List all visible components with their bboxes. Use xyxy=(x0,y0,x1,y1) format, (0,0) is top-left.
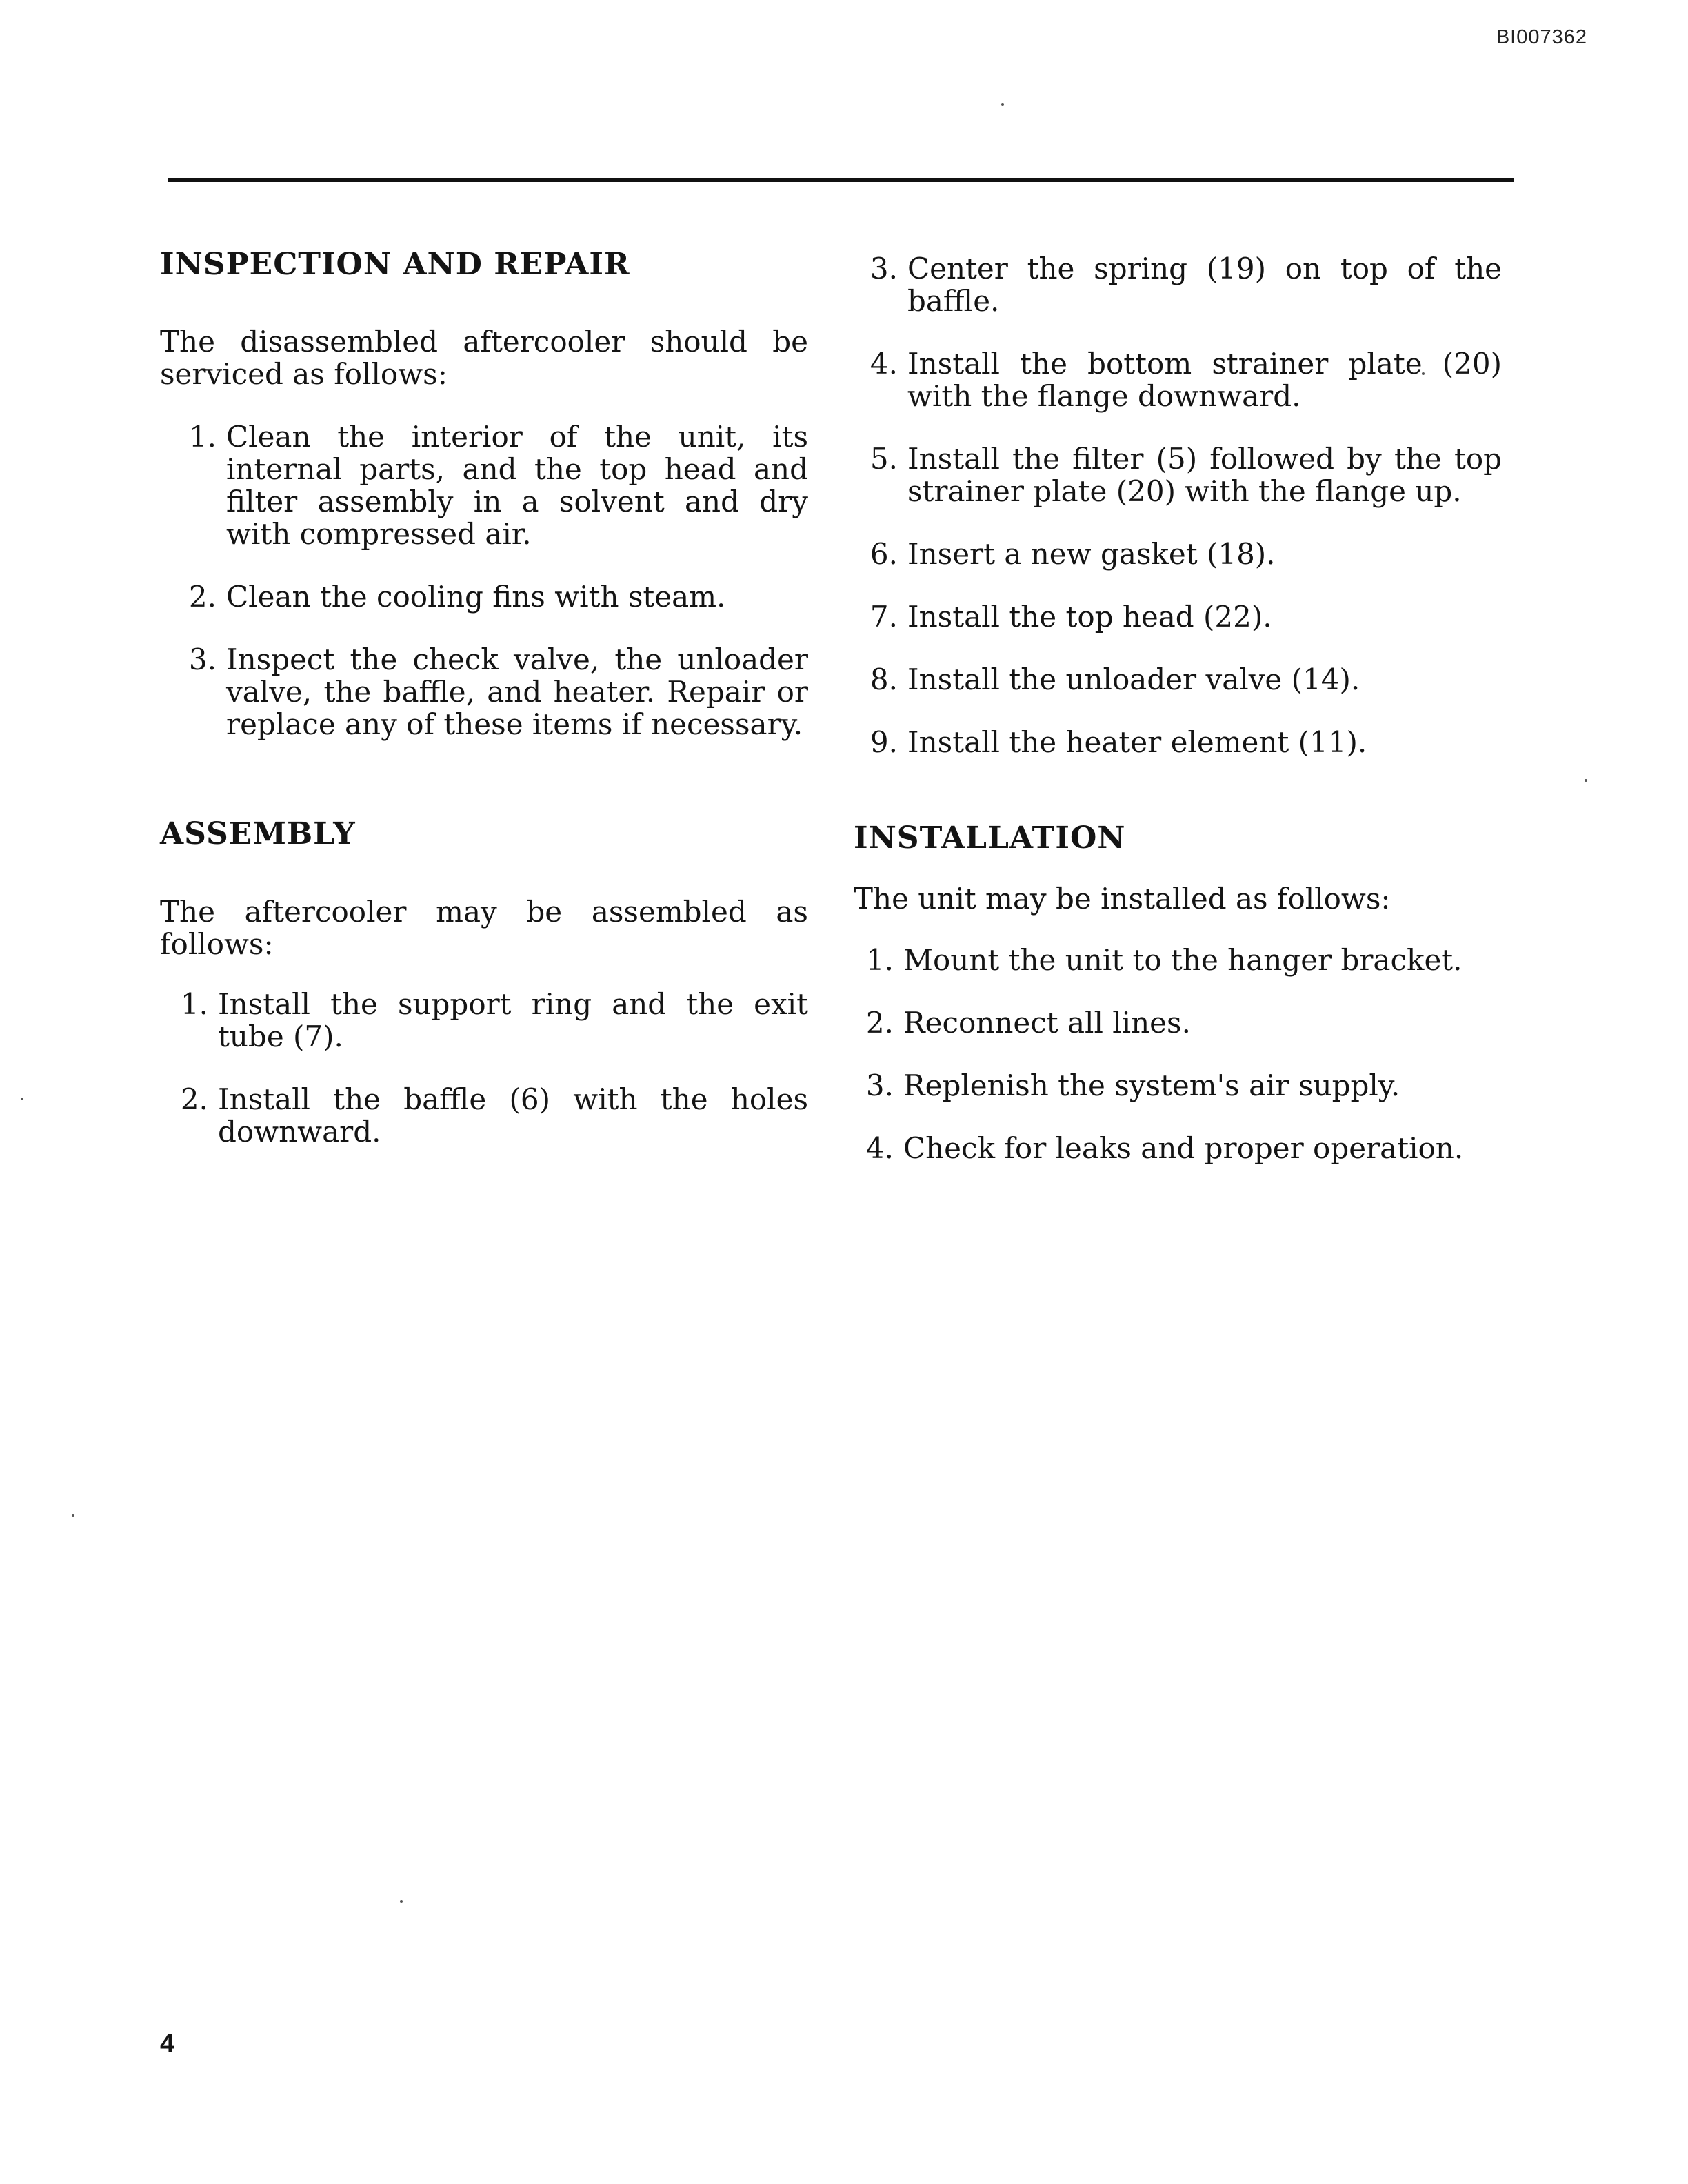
step-text: Inspect the check valve, the unloader valve, the baffle, and heater. Repair or replace any of these items if necessary. xyxy=(226,643,808,742)
section-heading-assembly: ASSEMBLY xyxy=(160,816,356,852)
step-text: Mount the unit to the hanger bracket. xyxy=(903,943,1463,978)
right-column xyxy=(854,252,1502,1164)
list-item xyxy=(850,1069,1502,1102)
step-number: 1. xyxy=(865,943,894,978)
step-number: 4. xyxy=(865,1131,894,1166)
step-text: Install the bottom strainer plate (20) with the flange downward. xyxy=(907,347,1502,413)
inspection-intro: The disassembled aftercooler should be serviced as follows: xyxy=(160,325,808,392)
step-text: Insert a new gasket (18). xyxy=(907,537,1276,571)
list-item xyxy=(850,1007,1502,1039)
scan-speck xyxy=(1585,779,1587,782)
step-number: 2. xyxy=(188,580,217,614)
step-text: Install the baffle (6) with the holes downward. xyxy=(218,1082,808,1149)
scan-speck xyxy=(400,1900,403,1903)
list-item xyxy=(164,988,808,1053)
scan-speck xyxy=(1001,103,1004,106)
step-number: 6. xyxy=(870,537,898,571)
list-item xyxy=(164,1083,808,1148)
step-number: 9. xyxy=(870,725,898,759)
list-item xyxy=(854,538,1502,570)
list-item xyxy=(172,643,808,740)
list-item xyxy=(172,580,808,613)
list-item xyxy=(854,252,1502,317)
step-number: 5. xyxy=(870,442,898,476)
step-text: Center the spring (19) on top of the baffle. xyxy=(907,252,1502,318)
inspection-steps xyxy=(172,421,808,740)
step-text: Install the heater element (11). xyxy=(907,725,1367,759)
scan-speck xyxy=(21,1098,23,1100)
step-number: 1. xyxy=(180,987,208,1021)
step-number: 3. xyxy=(188,643,217,677)
step-number: 8. xyxy=(870,663,898,696)
installation-steps xyxy=(850,944,1502,1164)
assembly-section xyxy=(160,818,808,1147)
step-number: 3. xyxy=(870,252,898,285)
page-number: 4 xyxy=(160,2030,175,2059)
inspection-section xyxy=(160,248,808,740)
step-text: Reconnect all lines. xyxy=(903,1006,1191,1040)
assembly-intro: The aftercooler may be assembled as follows: xyxy=(160,894,808,961)
assembly-steps-right xyxy=(854,252,1502,758)
step-number: 2. xyxy=(865,1006,894,1040)
assembly-steps-left xyxy=(164,988,808,1148)
step-number: 3. xyxy=(865,1069,894,1103)
left-column xyxy=(160,248,808,1148)
step-text: Check for leaks and proper operation. xyxy=(903,1131,1464,1166)
list-item xyxy=(854,600,1502,633)
header-rule xyxy=(168,178,1514,182)
list-item xyxy=(854,726,1502,758)
section-heading-inspection: INSPECTION AND REPAIR xyxy=(160,247,630,282)
scan-speck xyxy=(72,1514,74,1517)
list-item xyxy=(172,421,808,550)
list-item xyxy=(854,443,1502,507)
step-text: Clean the interior of the unit, its internal parts, and the top head and filter assembly in a solvent and dry with compressed air. xyxy=(226,420,808,552)
step-number: 7. xyxy=(870,600,898,634)
step-number: 1. xyxy=(188,420,217,454)
step-text: Clean the cooling fins with steam. xyxy=(226,580,726,614)
list-item xyxy=(854,347,1502,412)
step-text: Install the support ring and the exit tube (7). xyxy=(218,987,808,1053)
list-item xyxy=(854,663,1502,696)
document-id: BI007362 xyxy=(1496,26,1587,48)
step-text: Install the filter (5) followed by the top strainer plate (20) with the flange up. xyxy=(907,442,1502,508)
list-item xyxy=(850,1132,1502,1164)
step-text: Install the top head (22). xyxy=(907,600,1272,634)
step-number: 4. xyxy=(870,347,898,381)
installation-section xyxy=(854,822,1502,1164)
section-heading-installation: INSTALLATION xyxy=(854,820,1126,856)
installation-intro: The unit may be installed as follows: xyxy=(854,882,1391,916)
step-text: Replenish the system's air supply. xyxy=(903,1069,1400,1103)
step-number: 2. xyxy=(180,1082,208,1116)
list-item xyxy=(850,944,1502,976)
step-text: Install the unloader valve (14). xyxy=(907,663,1360,696)
